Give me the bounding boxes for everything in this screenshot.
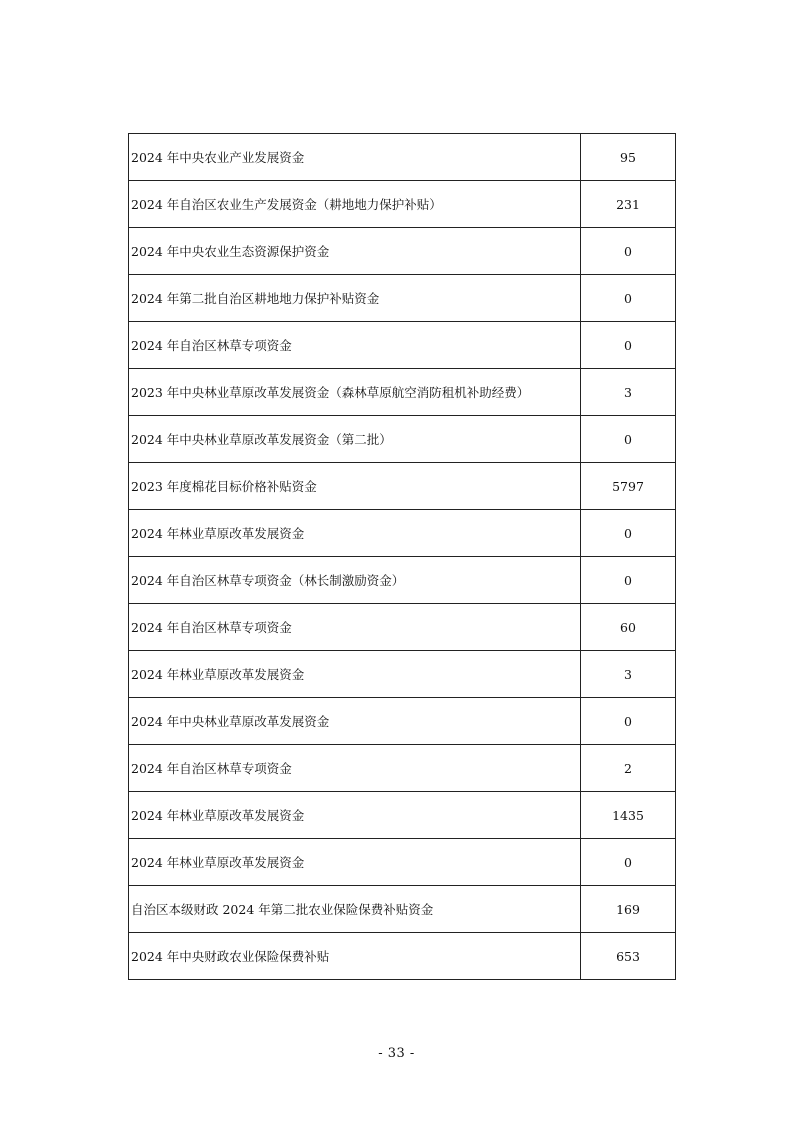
table-row bbox=[129, 557, 676, 604]
fund-amount-cell: 169 bbox=[581, 886, 676, 933]
fund-amount-cell: 0 bbox=[581, 228, 676, 275]
fund-amount-cell: 653 bbox=[581, 933, 676, 980]
table-row bbox=[129, 933, 676, 980]
fund-name-cell: 2024 年自治区农业生产发展资金（耕地地力保护补贴） bbox=[129, 181, 581, 228]
page-number: - 33 - bbox=[378, 1046, 415, 1061]
fund-amount-cell: 5797 bbox=[581, 463, 676, 510]
fund-name-cell: 自治区本级财政 2024 年第二批农业保险保费补贴资金 bbox=[129, 886, 581, 933]
fund-name-cell: 2024 年中央林业草原改革发展资金（第二批） bbox=[129, 416, 581, 463]
table-row bbox=[129, 322, 676, 369]
fund-name-cell: 2024 年林业草原改革发展资金 bbox=[129, 510, 581, 557]
table-row bbox=[129, 275, 676, 322]
fund-name-cell: 2023 年度棉花目标价格补贴资金 bbox=[129, 463, 581, 510]
funds-table-body bbox=[129, 134, 676, 980]
fund-amount-cell: 3 bbox=[581, 369, 676, 416]
table-row bbox=[129, 369, 676, 416]
fund-name-cell: 2024 年自治区林草专项资金 bbox=[129, 322, 581, 369]
fund-name-cell: 2024 年中央林业草原改革发展资金 bbox=[129, 698, 581, 745]
fund-name-cell: 2024 年自治区林草专项资金（林长制激励资金） bbox=[129, 557, 581, 604]
fund-amount-cell: 0 bbox=[581, 698, 676, 745]
fund-name-cell: 2024 年中央财政农业保险保费补贴 bbox=[129, 933, 581, 980]
fund-amount-cell: 0 bbox=[581, 557, 676, 604]
fund-amount-cell: 2 bbox=[581, 745, 676, 792]
fund-name-cell: 2024 年自治区林草专项资金 bbox=[129, 604, 581, 651]
fund-amount-cell: 3 bbox=[581, 651, 676, 698]
fund-name-cell: 2023 年中央林业草原改革发展资金（森林草原航空消防租机补助经费） bbox=[129, 369, 581, 416]
fund-name-cell: 2024 年林业草原改革发展资金 bbox=[129, 651, 581, 698]
fund-name-cell: 2024 年中央农业产业发展资金 bbox=[129, 134, 581, 181]
table-row bbox=[129, 745, 676, 792]
fund-name-cell: 2024 年林业草原改革发展资金 bbox=[129, 839, 581, 886]
table-row bbox=[129, 698, 676, 745]
fund-amount-cell: 0 bbox=[581, 839, 676, 886]
fund-name-cell: 2024 年中央农业生态资源保护资金 bbox=[129, 228, 581, 275]
table-row bbox=[129, 839, 676, 886]
fund-amount-cell: 0 bbox=[581, 275, 676, 322]
table-row bbox=[129, 181, 676, 228]
fund-amount-cell: 0 bbox=[581, 416, 676, 463]
table-row bbox=[129, 510, 676, 557]
fund-amount-cell: 60 bbox=[581, 604, 676, 651]
table-row bbox=[129, 134, 676, 181]
fund-amount-cell: 0 bbox=[581, 510, 676, 557]
table-row bbox=[129, 228, 676, 275]
table-row bbox=[129, 604, 676, 651]
fund-amount-cell: 0 bbox=[581, 322, 676, 369]
fund-name-cell: 2024 年自治区林草专项资金 bbox=[129, 745, 581, 792]
table-row bbox=[129, 886, 676, 933]
table-row bbox=[129, 463, 676, 510]
funds-table bbox=[128, 133, 676, 980]
fund-amount-cell: 1435 bbox=[581, 792, 676, 839]
fund-amount-cell: 95 bbox=[581, 134, 676, 181]
fund-name-cell: 2024 年林业草原改革发展资金 bbox=[129, 792, 581, 839]
table-row bbox=[129, 416, 676, 463]
table-row bbox=[129, 651, 676, 698]
fund-name-cell: 2024 年第二批自治区耕地地力保护补贴资金 bbox=[129, 275, 581, 322]
fund-amount-cell: 231 bbox=[581, 181, 676, 228]
table-row bbox=[129, 792, 676, 839]
